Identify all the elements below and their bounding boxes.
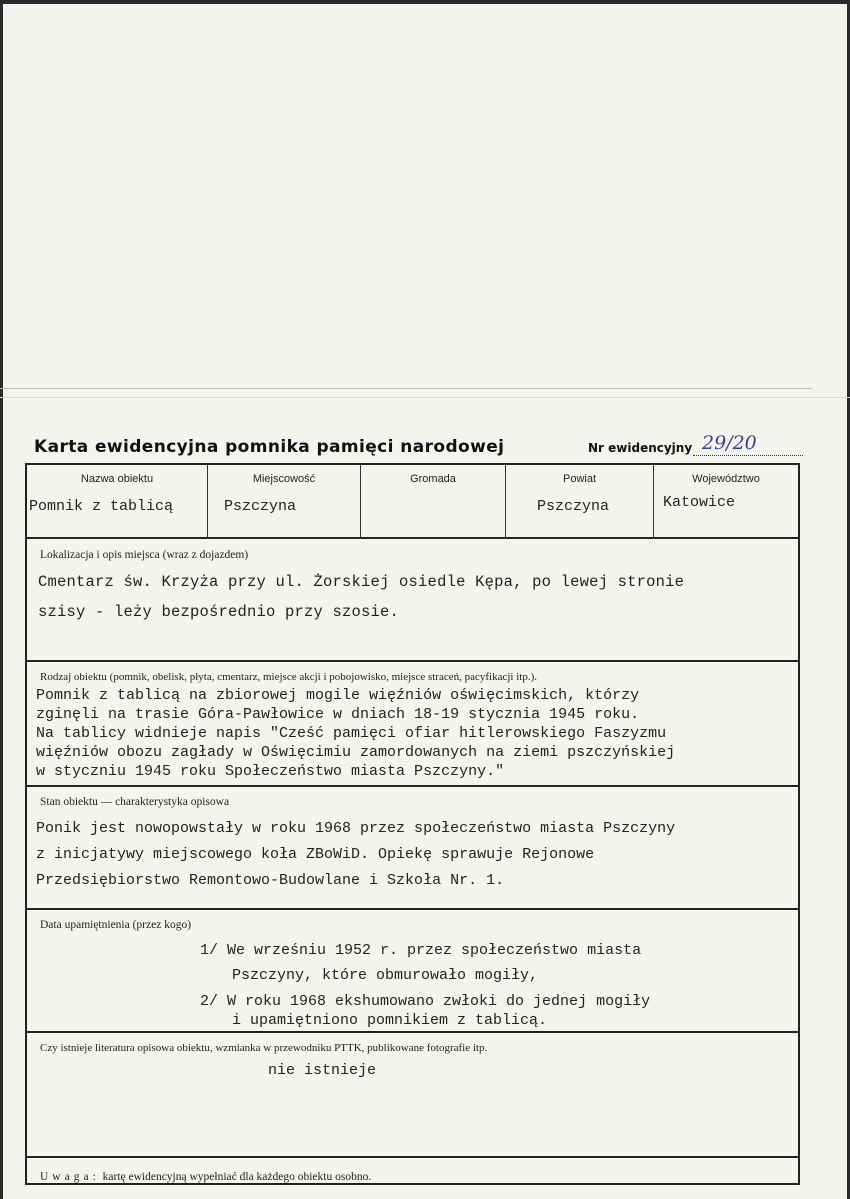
literature-label: Czy istnieje literatura opisowa obiektu, wzmianka w przewodniku PTTK, publikowane fotografie itp. <box>40 1042 488 1054</box>
card-edge <box>0 388 812 389</box>
footer-note <box>40 1171 371 1183</box>
object-type-text-line: Na tablicy widnieje napis "Cześć pamięci ofiar hitlerowskiego Faszyzmu <box>36 725 667 742</box>
locality-value: Pszczyna <box>224 498 297 515</box>
footer-note-text: kartę ewidencyjną wypełniać dla każdego obiektu osobno. <box>102 1171 372 1183</box>
commemoration-text-line: 2/ W roku 1968 ekshumowano zwłoki do jednej mogiły <box>200 993 651 1010</box>
record-number-value: 29/20 <box>702 432 757 454</box>
commemoration-text-line: 1/ We wrześniu 1952 r. przez społeczeństwo miasta <box>200 942 642 959</box>
condition-text-line: Przedsiębiorstwo Remontowo-Budowlane i Szkoła Nr. 1. <box>36 872 505 889</box>
page-edge <box>0 0 850 4</box>
fold-line <box>0 397 850 398</box>
location-label: Lokalizacja i opis miejsca (wraz z dojazdem) <box>40 549 249 561</box>
object-type-label: Rodzaj obiektu (pomnik, obelisk, płyta, cmentarz, miejsce akcji i pobojowisko, miejsce straceń, pacyfikacji itp.). <box>40 671 537 683</box>
district-value: Pszczyna <box>537 498 610 515</box>
object-type-text-line: więźniów obozu zagłady w Oświęcimiu zamordowanych na ziemi pszczyńskiej <box>36 744 676 761</box>
record-number-underline <box>693 455 803 456</box>
object-type-text-line: zginęli na trasie Góra-Pawłowice w dniach 18-19 stycznia 1945 roku. <box>36 706 640 723</box>
page-edge <box>0 0 3 1199</box>
commemoration-text-line: i upamiętniono pomnikiem z tablicą. <box>232 1012 548 1029</box>
condition-text-line: Ponik jest nowopowstały w roku 1968 przez społeczeństwo miasta Pszczyny <box>36 820 676 837</box>
commune-label: Gromada <box>410 473 456 485</box>
voivodeship-value: Katowice <box>663 494 736 511</box>
literature-value: nie istnieje <box>268 1062 377 1079</box>
object-type-text-line: w styczniu 1945 roku Społeczeństwo miasta Pszczyny." <box>36 763 505 780</box>
row-divider <box>25 908 800 910</box>
district-label: Powiat <box>562 473 597 485</box>
row-divider <box>25 1156 800 1158</box>
record-number-label: Nr ewidencyjny <box>588 441 693 455</box>
voivodeship-label: Województwo <box>692 473 760 485</box>
row-divider <box>25 537 800 539</box>
commemoration-text-line: Pszczyny, które obmurowało mogiły, <box>232 967 539 984</box>
commemoration-label: Data upamiętnienia (przez kogo) <box>40 919 192 931</box>
location-text-line: Cmentarz św. Krzyża przy ul. Żorskiej osiedle Kępa, po lewej stronie <box>38 573 685 591</box>
condition-label: Stan obiektu — charakterystyka opisowa <box>40 796 230 808</box>
row-divider <box>25 1031 800 1033</box>
object-name-label: Nazwa obiektu <box>80 473 154 485</box>
row-divider <box>25 785 800 787</box>
footer-note-label: Uwaga: <box>40 1171 100 1183</box>
locality-label: Miejscowość <box>252 473 316 485</box>
condition-text-line: z inicjatywy miejscowego koła ZBoWiD. Opiekę sprawuje Rejonowe <box>36 846 595 863</box>
card-title: Karta ewidencyjna pomnika pamięci narodowej <box>34 437 505 457</box>
row-divider <box>25 660 800 662</box>
location-text-line: szisy - leży bezpośrednio przy szosie. <box>38 603 400 621</box>
object-type-text-line: Pomnik z tablicą na zbiorowej mogile więźniów oświęcimskich, którzy <box>36 687 640 704</box>
object-name-value: Pomnik z tablicą <box>29 498 174 515</box>
